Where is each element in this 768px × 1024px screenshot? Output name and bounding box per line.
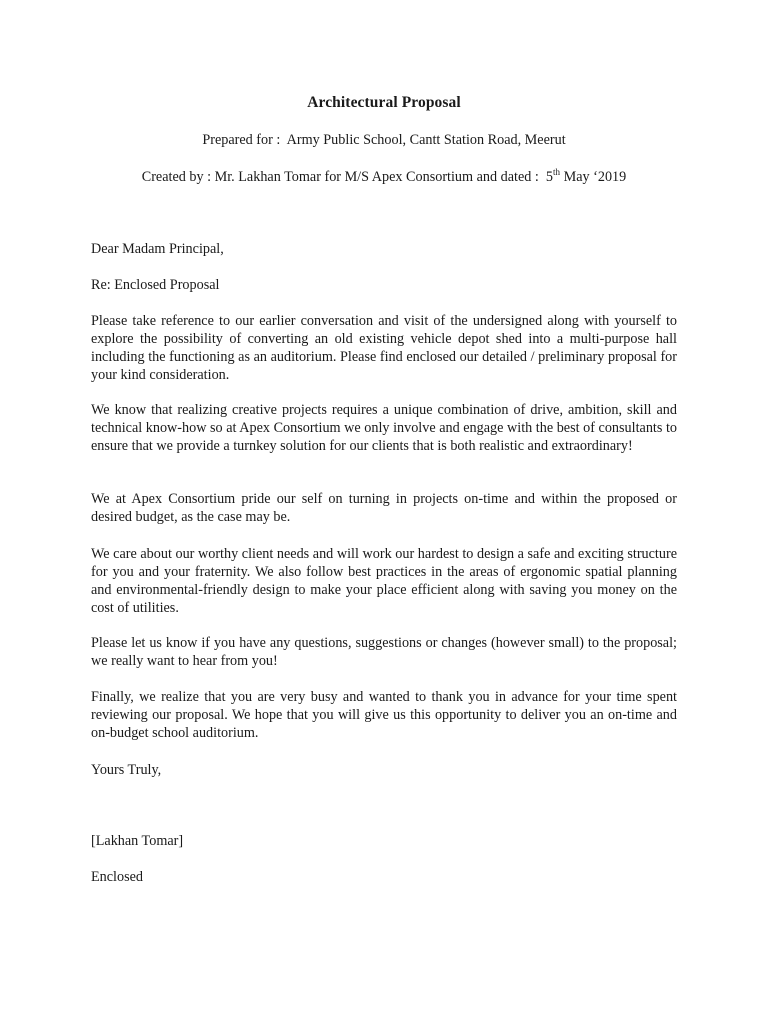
document-title: Architectural Proposal bbox=[307, 94, 461, 111]
salutation: Dear Madam Principal, bbox=[91, 241, 224, 257]
enclosure-note: Enclosed bbox=[91, 869, 144, 885]
created-date-text: May ‘2019 bbox=[560, 169, 627, 185]
body-paragraph-3: We at Apex Consortium pride our self on turning in projects on-time and within the proposed or desired budget, as the case may be. bbox=[91, 491, 677, 525]
body-paragraph-5: Please let us know if you have any questions, suggestions or changes (however small) to the proposal; we really want to hear from you! bbox=[91, 635, 677, 669]
date-ordinal-suffix: th bbox=[553, 167, 561, 177]
body-paragraph-1: Please take reference to our earlier conversation and visit of the undersigned along with yourself to explore the possibility of converting an old existing vehicle depot shed into a multi-purpose hall including the functioning as an auditorium. Please find enclosed our detailed / preliminary proposal for your kind consideration. bbox=[91, 313, 677, 383]
body-paragraph-6: Finally, we realize that you are very busy and wanted to thank you in advance for your time spent reviewing our proposal. We hope that you will give us this opportunity to deliver you an on-time and on-budget school auditorium. bbox=[91, 689, 677, 741]
signature-name: [Lakhan Tomar] bbox=[91, 833, 184, 849]
created-by-text: Created by : Mr. Lakhan Tomar for M/S Apex Consortium and dated : 5 bbox=[141, 169, 554, 185]
created-by-line bbox=[0, 169, 768, 186]
body-paragraph-4: We care about our worthy client needs and will work our hardest to design a safe and exciting structure for you and your fraternity. We also follow best practices in the areas of ergonomic spatial planning and environmental-friendly design to make your place efficient along with saving you money on the cost of utilities. bbox=[91, 546, 677, 616]
closing-line: Yours Truly, bbox=[91, 762, 162, 778]
body-paragraph-2: We know that realizing creative projects requires a unique combination of drive, ambition, skill and technical know-how so at Apex Consortium we only involve and engage with the best of consultants to ensure that we provide a turnkey solution for our clients that is both realistic and extraordinary! bbox=[91, 402, 677, 454]
subject-line: Re: Enclosed Proposal bbox=[91, 277, 220, 293]
prepared-for-line: Prepared for : Army Public School, Cantt Station Road, Meerut bbox=[202, 132, 566, 148]
